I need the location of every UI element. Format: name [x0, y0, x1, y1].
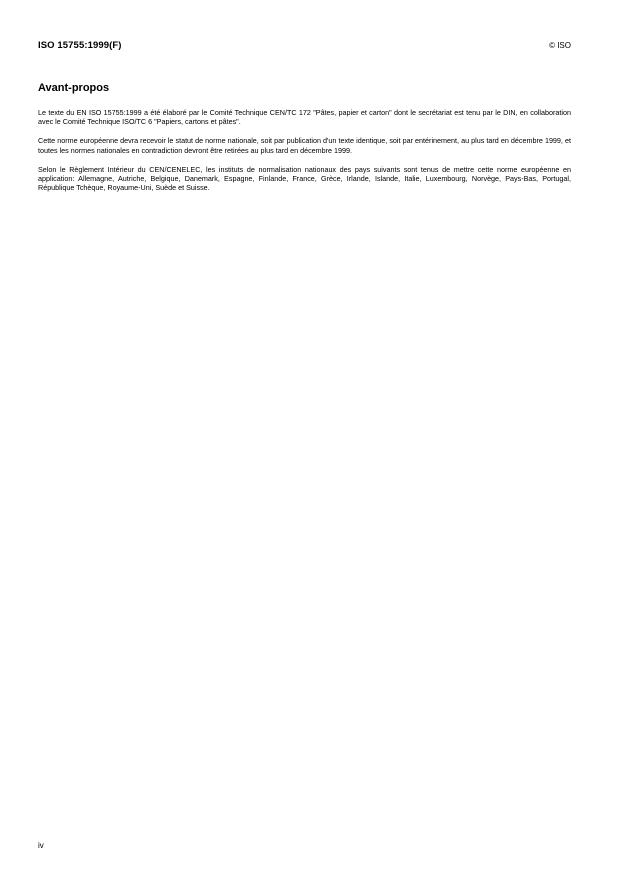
page-header [38, 40, 571, 54]
section-title: Avant-propos [38, 82, 110, 94]
paragraph: Cette norme européenne devra recevoir le statut de norme nationale, soit par publication d'un texte identique, soit par entérinement, au plus tard en décembre 1999, et toutes les normes nationales en contradiction devront être retirées au plus tard en décembre 1999. [38, 136, 571, 155]
paragraph: Le texte du EN ISO 15755:1999 a été élaboré par le Comité Technique CEN/TC 172 "Pâtes, papier et carton" dont le secrétariat est tenu par le DIN, en collaboration avec le Comité Technique ISO/TC 6 "Papiers, cartons et pâtes". [38, 108, 571, 127]
paragraph: Selon le Règlement Intérieur du CEN/CENELEC, les instituts de normalisation nationaux des pays suivants sont tenus de mettre cette norme européenne en application: Allemagne, Autriche, Belgique, Danemark, Espagne, Finlande, France, Grèce, Irlande, Islande, Italie, Luxembourg, Norvège, Pays-Bas, Portugal, République Tchèque, Royaume-Uni, Suède et Suisse. [38, 164, 571, 193]
body-text [38, 108, 571, 202]
page-number: iv [38, 841, 44, 850]
copyright-notice: © ISO [549, 41, 571, 50]
document-id: ISO 15755:1999(F) [38, 40, 122, 51]
